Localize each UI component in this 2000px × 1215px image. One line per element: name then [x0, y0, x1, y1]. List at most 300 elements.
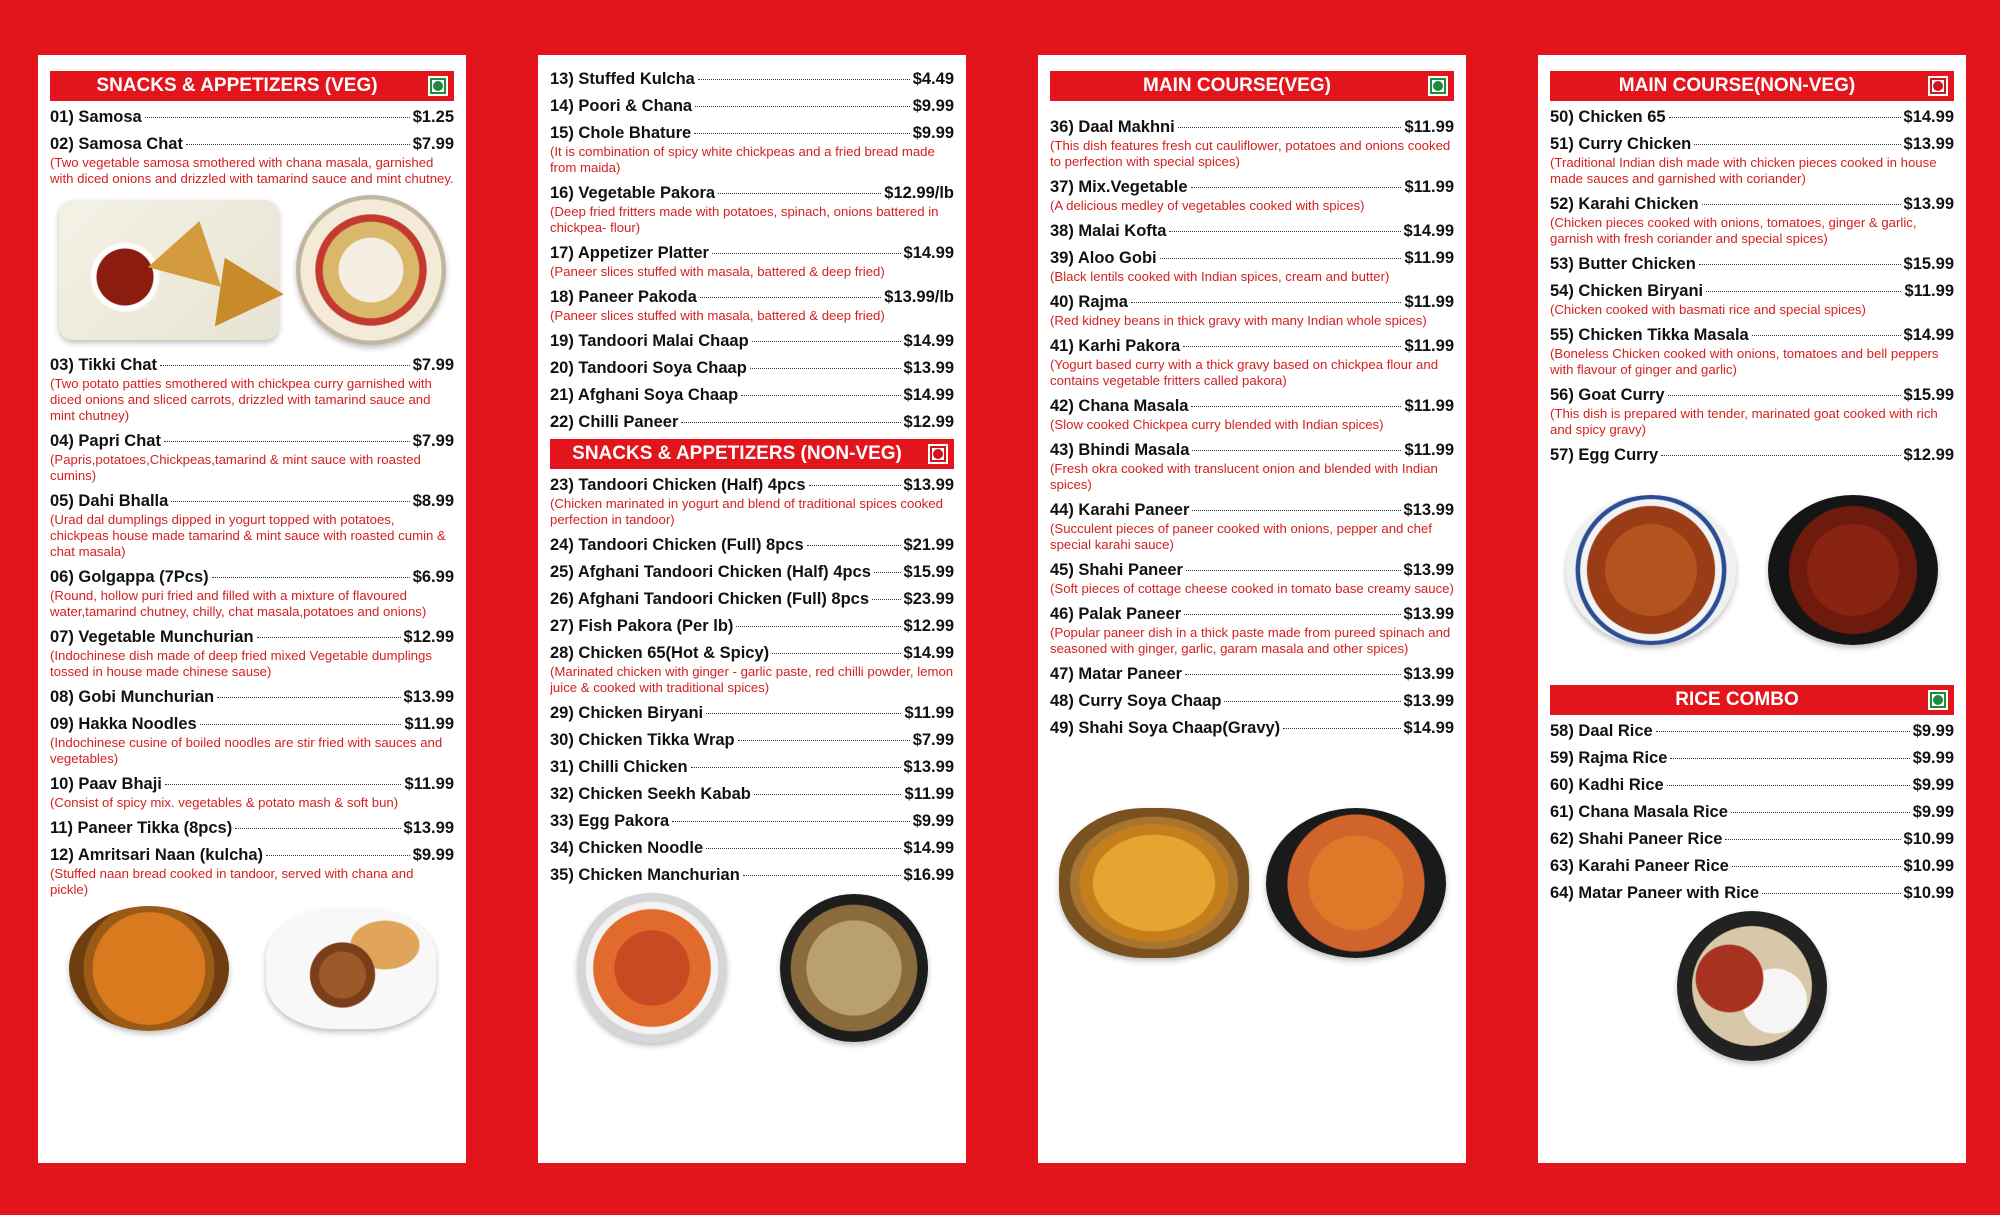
item-list: [50, 355, 454, 898]
menu-item: [550, 243, 954, 280]
menu-item: [50, 627, 454, 680]
menu-item-price: $13.99/lb: [884, 288, 954, 306]
menu-item-line: [550, 811, 954, 831]
menu-item-line: [50, 107, 454, 127]
menu-item-line: [50, 687, 454, 707]
menu-item-line: [1550, 721, 1954, 741]
menu-item-name: 37) Mix.Vegetable: [1050, 178, 1188, 196]
menu-item-name: 38) Malai Kofta: [1050, 222, 1167, 240]
dotted-leader: [217, 697, 400, 698]
menu-item: [50, 491, 454, 560]
samosa-chat-photo: [296, 195, 446, 345]
menu-item-name: 24) Tandoori Chicken (Full) 8pcs: [550, 536, 804, 554]
menu-item-description: (This dish is prepared with tender, marinated goat cooked with rich and spicy gravy): [1550, 406, 1938, 437]
menu-item-price: $9.99: [912, 124, 954, 142]
menu-item-description: (Soft pieces of cottage cheese cooked in tomato base creamy sauce): [1050, 581, 1454, 596]
dotted-leader: [694, 133, 910, 134]
menu-item-line: [1550, 856, 1954, 876]
menu-item: [50, 567, 454, 620]
menu-item: [1050, 177, 1454, 214]
menu-item-price: $7.99: [412, 356, 454, 374]
menu-item-name: 27) Fish Pakora (Per lb): [550, 617, 734, 635]
veg-symbol-icon: [1928, 690, 1948, 710]
menu-item-price: $13.99: [903, 758, 954, 776]
dotted-leader: [1192, 450, 1401, 451]
menu-panel-3: [1038, 55, 1466, 1163]
menu-item-description: (Traditional Indian dish made with chicken pieces cooked in house made sauces and garnished with coriander): [1550, 155, 1937, 186]
menu-item: [1550, 748, 1954, 768]
menu-item-price: $11.99: [1904, 282, 1954, 300]
menu-item-name: 43) Bhindi Masala: [1050, 441, 1190, 459]
item-list: [1550, 107, 1954, 465]
biryani-photo: [69, 906, 229, 1031]
menu-item-line: [550, 562, 954, 582]
menu-item-name: 08) Gobi Munchurian: [50, 688, 215, 706]
menu-item-description: (Slow cooked Chickpea curry blended with Indian spices): [1050, 417, 1384, 432]
menu-item-name: 50) Chicken 65: [1550, 108, 1666, 126]
menu-item-description: (Round, hollow puri fried and filled with a mixture of flavoured water,tamarind chutney, chilly, chat masala,potatoes and onions): [50, 588, 427, 619]
menu-item-name: 40) Rajma: [1050, 293, 1128, 311]
menu-item-price: $14.99: [1903, 108, 1954, 126]
menu-item-description: (Marinated chicken with ginger - garlic paste, red chilli powder, lemon juice & cooked with traditional spices): [550, 664, 954, 695]
menu-item: [550, 358, 954, 378]
menu-item: [1550, 856, 1954, 876]
menu-item-price: $15.99: [903, 563, 954, 581]
menu-item-price: $14.99: [903, 332, 954, 350]
menu-item-name: 03) Tikki Chat: [50, 356, 157, 374]
menu-item-description: (Stuffed naan bread cooked in tandoor, served with chana and pickle): [50, 866, 414, 897]
menu-item-price: $13.99: [403, 819, 454, 837]
photo-row: [550, 893, 954, 1043]
menu-item-name: 05) Dahi Bhalla: [50, 492, 169, 510]
menu-item: [1050, 664, 1454, 684]
dotted-leader: [754, 794, 902, 795]
menu-item: [50, 355, 454, 424]
menu-item-name: 28) Chicken 65(Hot & Spicy): [550, 644, 770, 662]
menu-item: [1550, 445, 1954, 465]
menu-item-name: 22) Chilli Paneer: [550, 413, 679, 431]
menu-item-description: (Chicken marinated in yogurt and blend of traditional spices cooked perfection in tandoor): [550, 496, 943, 527]
dotted-leader: [718, 193, 881, 194]
photo-row: [50, 906, 454, 1031]
menu-item-price: $11.99: [1404, 118, 1454, 136]
item-list: [1050, 117, 1454, 738]
menu-item-price: $12.99: [903, 617, 954, 635]
menu-item: [1550, 281, 1954, 318]
menu-item-price: $7.99: [412, 135, 454, 153]
menu-item-line: [1050, 440, 1454, 460]
menu-item: [550, 616, 954, 636]
menu-item-name: 42) Chana Masala: [1050, 397, 1189, 415]
menu-item-price: $10.99: [1903, 884, 1954, 902]
dotted-leader: [1191, 406, 1401, 407]
dotted-leader: [872, 599, 901, 600]
menu-item-price: $12.99: [903, 413, 954, 431]
section-title: MAIN COURSE(NON-VEG): [1618, 75, 1856, 96]
menu-item-line: [1550, 385, 1954, 405]
menu-item: [1050, 221, 1454, 241]
menu-item-description: (It is combination of spicy white chickpeas and a fried bread made from maida): [550, 144, 935, 175]
dotted-leader: [1762, 893, 1900, 894]
dotted-leader: [736, 626, 900, 627]
dotted-leader: [186, 144, 410, 145]
menu-item-line: [50, 431, 454, 451]
dotted-leader: [1669, 117, 1901, 118]
dotted-leader: [1702, 204, 1901, 205]
dotted-leader: [691, 767, 901, 768]
menu-item-line: [550, 331, 954, 351]
menu-item: [1550, 829, 1954, 849]
curry-chicken-photo: [1566, 495, 1736, 645]
menu-item-description: (Deep fried fritters made with potatoes, spinach, onions battered in chickpea- flour): [550, 204, 939, 235]
dotted-leader: [145, 117, 410, 118]
dotted-leader: [698, 79, 910, 80]
dotted-leader: [1725, 839, 1900, 840]
menu-item-price: $14.99: [1403, 222, 1454, 240]
menu-item-price: $11.99: [1404, 337, 1454, 355]
daal-makhni-photo: [1059, 808, 1249, 958]
menu-item: [550, 331, 954, 351]
menu-item-price: $16.99: [903, 866, 954, 884]
menu-item: [1050, 396, 1454, 433]
menu-item: [550, 69, 954, 89]
dotted-leader: [235, 828, 400, 829]
menu-item-description: (Urad dal dumplings dipped in yogurt topped with potatoes, chickpeas house made tamarind & mint sauce with roasted cumin & chat masala): [50, 512, 446, 559]
menu-item-name: 39) Aloo Gobi: [1050, 249, 1157, 267]
menu-item-line: [50, 567, 454, 587]
menu-item-name: 12) Amritsari Naan (kulcha): [50, 846, 264, 864]
menu-item: [1050, 292, 1454, 329]
menu-item-name: 01) Samosa: [50, 108, 142, 126]
nonveg-symbol-icon: [1928, 76, 1948, 96]
menu-item: [1550, 254, 1954, 274]
menu-item-name: 06) Golgappa (7Pcs): [50, 568, 209, 586]
menu-item: [1550, 134, 1954, 187]
menu-item-price: $11.99: [904, 704, 954, 722]
menu-item-price: $10.99: [1903, 830, 1954, 848]
menu-item-line: [50, 714, 454, 734]
menu-item: [1050, 691, 1454, 711]
dotted-leader: [1131, 302, 1401, 303]
menu-item-description: (Boneless Chicken cooked with onions, tomatoes and bell peppers with flavour of ginger and garlic): [1550, 346, 1939, 377]
item-list: [550, 69, 954, 432]
menu-panel-1: [38, 55, 466, 1163]
menu-item-line: [50, 774, 454, 794]
menu-item: [1050, 718, 1454, 738]
menu-item-name: 45) Shahi Paneer: [1050, 561, 1183, 579]
menu-item-description: (A delicious medley of vegetables cooked with spices): [1050, 198, 1365, 213]
dotted-leader: [257, 637, 401, 638]
menu-item-name: 49) Shahi Soya Chaap(Gravy): [1050, 719, 1281, 737]
section-header-main-nonveg: [1550, 71, 1954, 101]
menu-item-line: [1550, 445, 1954, 465]
menu-item-price: $13.99: [403, 688, 454, 706]
dotted-leader: [706, 848, 900, 849]
menu-item-name: 14) Poori & Chana: [550, 97, 693, 115]
menu-item-price: $9.99: [1912, 749, 1954, 767]
menu-item: [550, 475, 954, 528]
menu-item-description: (Fresh okra cooked with translucent onion and blended with Indian spices): [1050, 461, 1438, 492]
menu-item-price: $9.99: [412, 846, 454, 864]
menu-item-name: 09) Hakka Noodles: [50, 715, 197, 733]
dotted-leader: [738, 740, 910, 741]
menu-item-line: [550, 123, 954, 143]
menu-item-price: $14.99: [903, 244, 954, 262]
menu-item-name: 33) Egg Pakora: [550, 812, 670, 830]
menu-item-line: [1550, 134, 1954, 154]
menu-item-line: [1050, 248, 1454, 268]
menu-item: [1550, 775, 1954, 795]
dotted-leader: [1706, 291, 1901, 292]
menu-item-description: (Papris,potatoes,Chickpeas,tamarind & mint sauce with roasted cumins): [50, 452, 421, 483]
menu-item-price: $11.99: [404, 775, 454, 793]
dotted-leader: [750, 368, 901, 369]
menu-item: [1050, 500, 1454, 553]
menu-item-line: [1550, 883, 1954, 903]
menu-item-line: [1550, 829, 1954, 849]
dotted-leader: [874, 572, 901, 573]
menu-item-price: $15.99: [1903, 255, 1954, 273]
menu-item-price: $11.99: [1404, 441, 1454, 459]
menu-item-name: 59) Rajma Rice: [1550, 749, 1668, 767]
menu-item-name: 51) Curry Chicken: [1550, 135, 1692, 153]
tandoori-chicken-photo: [577, 893, 727, 1043]
dotted-leader: [1699, 264, 1901, 265]
menu-item: [1550, 325, 1954, 378]
item-list: [550, 475, 954, 885]
dotted-leader: [700, 297, 882, 298]
section-header-snacks-veg: [50, 71, 454, 101]
section-title: SNACKS & APPETIZERS (NON-VEG): [572, 443, 902, 464]
dotted-leader: [695, 106, 910, 107]
dotted-leader: [266, 855, 410, 856]
section-header-snacks-nonveg: [550, 439, 954, 469]
dotted-leader: [1160, 258, 1402, 259]
menu-item-line: [550, 757, 954, 777]
menu-item-price: $12.99: [403, 628, 454, 646]
menu-item-name: 07) Vegetable Munchurian: [50, 628, 254, 646]
dotted-leader: [1224, 701, 1400, 702]
section-title: SNACKS & APPETIZERS (VEG): [96, 75, 378, 96]
menu-item-name: 61) Chana Masala Rice: [1550, 803, 1728, 821]
menu-item-line: [1550, 775, 1954, 795]
section-header-rice-combo: [1550, 685, 1954, 715]
menu-item-price: $13.99: [1903, 135, 1954, 153]
menu-item-name: 17) Appetizer Platter: [550, 244, 709, 262]
menu-item: [550, 838, 954, 858]
menu-item-line: [1550, 748, 1954, 768]
menu-item-line: [550, 616, 954, 636]
section-header-main-veg: [1050, 71, 1454, 101]
menu-item-line: [50, 627, 454, 647]
menu-item-name: 64) Matar Paneer with Rice: [1550, 884, 1760, 902]
menu-item-description: (Paneer slices stuffed with masala, battered & deep fried): [550, 308, 885, 323]
menu-item-price: $13.99: [903, 359, 954, 377]
menu-item-name: 23) Tandoori Chicken (Half) 4pcs: [550, 476, 806, 494]
menu-item-name: 26) Afghani Tandoori Chicken (Full) 8pcs: [550, 590, 870, 608]
dotted-leader: [1732, 866, 1901, 867]
menu-item-name: 30) Chicken Tikka Wrap: [550, 731, 735, 749]
menu-item-price: $12.99/lb: [884, 184, 954, 202]
menu-item-line: [1050, 292, 1454, 312]
menu-item-name: 62) Shahi Paneer Rice: [1550, 830, 1723, 848]
menu-item-line: [1050, 221, 1454, 241]
dotted-leader: [743, 875, 901, 876]
dotted-leader: [706, 713, 901, 714]
menu-item-name: 44) Karahi Paneer: [1050, 501, 1190, 519]
menu-item-line: [1050, 500, 1454, 520]
dotted-leader: [171, 501, 409, 502]
menu-item-line: [50, 818, 454, 838]
rajma-rice-photo: [1677, 911, 1827, 1061]
dotted-leader: [160, 365, 410, 366]
menu-item-name: 60) Kadhi Rice: [1550, 776, 1664, 794]
menu-item: [1050, 440, 1454, 493]
nonveg-symbol-icon: [928, 444, 948, 464]
menu-item-line: [1050, 664, 1454, 684]
menu-item-price: $14.99: [1903, 326, 1954, 344]
menu-item-line: [550, 358, 954, 378]
dotted-leader: [1694, 144, 1900, 145]
menu-item-name: 52) Karahi Chicken: [1550, 195, 1699, 213]
dotted-leader: [1752, 335, 1901, 336]
menu-panel-2: [538, 55, 966, 1163]
menu-item: [550, 865, 954, 885]
menu-item-name: 55) Chicken Tikka Masala: [1550, 326, 1749, 344]
menu-item-price: $8.99: [412, 492, 454, 510]
menu-item-line: [50, 491, 454, 511]
menu-item-name: 16) Vegetable Pakora: [550, 184, 716, 202]
menu-item-name: 53) Butter Chicken: [1550, 255, 1696, 273]
menu-item-name: 35) Chicken Manchurian: [550, 866, 740, 884]
menu-item: [1050, 117, 1454, 170]
dotted-leader: [1283, 728, 1400, 729]
menu-item: [550, 535, 954, 555]
menu-item-line: [550, 475, 954, 495]
menu-item-name: 41) Karhi Pakora: [1050, 337, 1181, 355]
menu-item-description: (Succulent pieces of paneer cooked with onions, pepper and chef special karahi sauce): [1050, 521, 1432, 552]
dotted-leader: [1668, 395, 1901, 396]
menu-item-line: [1050, 177, 1454, 197]
menu-item-name: 29) Chicken Biryani: [550, 704, 704, 722]
menu-item-line: [550, 703, 954, 723]
menu-item-line: [1050, 718, 1454, 738]
menu-item-line: [550, 243, 954, 263]
section-title: RICE COMBO: [1675, 689, 1799, 710]
menu-item-price: $14.99: [903, 644, 954, 662]
menu-item-line: [1550, 281, 1954, 301]
item-list: [1550, 721, 1954, 903]
dotted-leader: [1178, 127, 1402, 128]
menu-item: [550, 562, 954, 582]
menu-item-price: $13.99: [1403, 561, 1454, 579]
dotted-leader: [200, 724, 402, 725]
menu-item-line: [550, 412, 954, 432]
menu-item-name: 18) Paneer Pakoda: [550, 288, 697, 306]
dotted-leader: [1185, 674, 1400, 675]
menu-item-name: 10) Paav Bhaji: [50, 775, 162, 793]
menu-item: [1050, 604, 1454, 657]
menu-item-line: [550, 183, 954, 203]
menu-item-line: [550, 730, 954, 750]
menu-item-description: (Yogurt based curry with a thick gravy based on chickpea flour and contains vegetable fritters called pakora): [1050, 357, 1439, 388]
menu-item-name: 46) Palak Paneer: [1050, 605, 1182, 623]
menu-item: [1550, 883, 1954, 903]
item-list: [50, 107, 454, 187]
menu-item-name: 02) Samosa Chat: [50, 135, 183, 153]
menu-item-name: 36) Daal Makhni: [1050, 118, 1175, 136]
menu-item-price: $7.99: [912, 731, 954, 749]
menu-item-price: $13.99: [1403, 501, 1454, 519]
menu-item-line: [1050, 396, 1454, 416]
menu-item-name: 48) Curry Soya Chaap: [1050, 692, 1222, 710]
menu-item: [550, 643, 954, 696]
menu-item-price: $11.99: [404, 715, 454, 733]
photo-row: [1550, 911, 1954, 1061]
menu-item-description: (Popular paneer dish in a thick paste made from pureed spinach and seasoned with ginger, garlic, garam masala and other spices): [1050, 625, 1451, 656]
menu-item-name: 63) Karahi Paneer Rice: [1550, 857, 1729, 875]
menu-item-price: $13.99: [903, 476, 954, 494]
photo-row: [1050, 808, 1454, 958]
menu-item: [550, 811, 954, 831]
menu-item-name: 57) Egg Curry: [1550, 446, 1659, 464]
dotted-leader: [1731, 812, 1910, 813]
dotted-leader: [1169, 231, 1400, 232]
menu-item-name: 04) Papri Chat: [50, 432, 161, 450]
menu-item: [50, 818, 454, 838]
menu-item-name: 58) Daal Rice: [1550, 722, 1653, 740]
menu-item-line: [1550, 802, 1954, 822]
dotted-leader: [212, 577, 410, 578]
menu-item-name: 34) Chicken Noodle: [550, 839, 704, 857]
menu-item-price: $13.99: [1403, 605, 1454, 623]
menu-item-line: [550, 69, 954, 89]
chicken-biryani-photo: [780, 894, 928, 1042]
menu-item-name: 47) Matar Paneer: [1050, 665, 1183, 683]
dotted-leader: [1183, 346, 1401, 347]
menu-item-line: [50, 355, 454, 375]
menu-item: [50, 687, 454, 707]
dotted-leader: [741, 395, 900, 396]
menu-item: [1050, 336, 1454, 389]
menu-item-line: [1050, 560, 1454, 580]
menu-item-description: (Indochinese dish made of deep fried mixed Vegetable dumplings tossed in house made chinese sause): [50, 648, 432, 679]
menu-item-line: [1050, 336, 1454, 356]
menu-item: [550, 730, 954, 750]
samosa-photo: [59, 200, 279, 340]
menu-item-line: [550, 287, 954, 307]
menu-item-name: 25) Afghani Tandoori Chicken (Half) 4pcs: [550, 563, 871, 581]
menu-item: [550, 757, 954, 777]
menu-item-line: [550, 784, 954, 804]
menu-item: [50, 431, 454, 484]
menu-item-name: 32) Chicken Seekh Kabab: [550, 785, 751, 803]
menu-item-description: (Indochinese cusine of boiled noodles are stir fried with sauces and vegetables): [50, 735, 443, 766]
menu-item-price: $14.99: [903, 386, 954, 404]
menu-item-price: $11.99: [1404, 397, 1454, 415]
menu-item-description: (Consist of spicy mix. vegetables & potato mash & soft bun): [50, 795, 399, 810]
menu-item: [550, 784, 954, 804]
menu-item: [1050, 248, 1454, 285]
menu-item-name: 15) Chole Bhature: [550, 124, 692, 142]
menu-item-description: (Two potato patties smothered with chickpea curry garnished with diced onions and sliced carrots, drizzled with tamarind sauce and mint chutney): [50, 376, 432, 423]
menu-item-line: [550, 838, 954, 858]
photo-row: [50, 195, 454, 345]
pav-bhaji-photo: [266, 909, 436, 1029]
menu-panel-4: [1538, 55, 1966, 1163]
menu-item-price: $9.99: [912, 812, 954, 830]
menu-item: [550, 183, 954, 236]
